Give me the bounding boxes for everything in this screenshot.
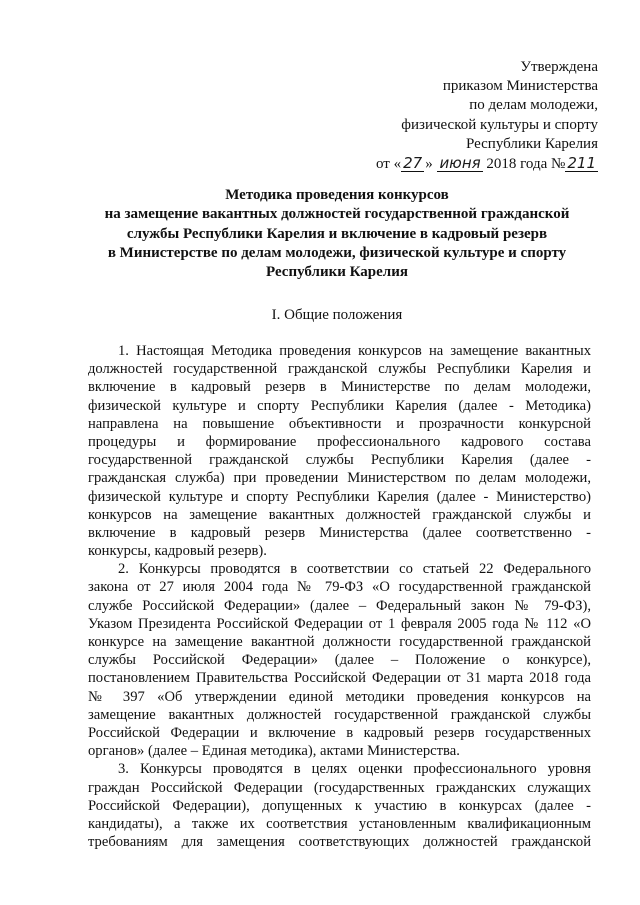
text-line: органов» (далее – Единая методика), актами Министерства. xyxy=(88,743,460,760)
date-mid: » xyxy=(425,156,433,173)
text-line: должностей государственной гражданской службы Республики Карелия и xyxy=(88,361,591,378)
text-line: конкурсе на замещение вакантной должности государственной гражданской xyxy=(88,634,591,650)
text-line: гражданская служба) при проведении Министерством по делам молодежи, xyxy=(88,470,591,487)
text-line: постановлением Правительства Российской Федерации от 31 марта 2018 года xyxy=(88,670,591,687)
approval-line: Утверждена xyxy=(520,59,598,75)
text-line: Указом Президента Российской Федерации от 1 февраля 2005 года № 112 «О xyxy=(88,615,591,632)
text-line: 3. Конкурсы проводятся в целях оценки профессионального уровня xyxy=(118,761,591,778)
handwritten-month: июня xyxy=(439,154,481,173)
approval-line: по делам молодежи, xyxy=(469,97,598,114)
handwritten-day: 27 xyxy=(403,154,423,173)
text-line: Российской Федерации и включение в кадровый резерв государственных xyxy=(88,724,591,741)
date-year: 2018 года № xyxy=(486,156,566,173)
text-line: государственной гражданской службы Республики Карелия (далее - xyxy=(88,452,591,469)
text-line: замещение вакантных должностей государственной гражданской службы xyxy=(88,706,591,723)
text-line: Российской Федерации), допущенных к участию в конкурсах (далее - xyxy=(88,797,591,814)
document-title xyxy=(72,186,602,282)
text-line: включение в кадровый резерв в Министерстве по делам молодежи, xyxy=(88,379,591,396)
text-line: 2. Конкурсы проводятся в соответствии со статьей 22 Федерального xyxy=(118,561,591,578)
text-line: направлена на повышение объективности и прозрачности конкурсной xyxy=(88,415,591,432)
document-body xyxy=(88,342,591,851)
text-line: службе Российской Федерации» (далее – Федеральный закон № 79-ФЗ), xyxy=(88,597,591,614)
paragraph-3 xyxy=(88,760,591,851)
title-line: в Министерстве по делам молодежи, физической культуре и спорту xyxy=(107,244,567,261)
text-line: требованиям для замещения соответствующих должностей гражданской xyxy=(88,834,591,851)
text-line: закона от 27 июля 2004 года № 79-ФЗ «О государственной гражданской xyxy=(88,579,591,596)
title-line: на замещение вакантных должностей государственной гражданской xyxy=(104,206,570,223)
approval-stamp xyxy=(376,58,598,174)
text-line: физической культуре и спорту Республики Карелия (далее - Министерство) xyxy=(88,488,591,505)
text-line: конкурсы, кадровый резерв). xyxy=(88,543,267,560)
text-line: физической культуре и спорту Республики Карелия (далее - Методика) xyxy=(88,397,591,414)
paragraph-2 xyxy=(88,560,591,760)
handwritten-order-number: 211 xyxy=(567,154,596,173)
text-line: конкурсов на замещение вакантных должностей гражданской службы и xyxy=(88,506,591,523)
text-line: кандидаты), а также их соответствия установленным квалификационным xyxy=(88,815,591,832)
title-line: Республики Карелия xyxy=(266,264,408,281)
paragraph-1 xyxy=(88,342,591,560)
date-prefix: от « xyxy=(375,156,402,173)
approval-line: Республики Карелия xyxy=(465,135,598,152)
text-line: службы Российской Федерации» (далее – Положение о конкурсе), xyxy=(88,652,591,669)
text-line: включение в кадровый резерв Министерства (далее соответственно - xyxy=(88,524,591,541)
title-line: службы Республики Карелия и включение в кадровый резерв xyxy=(126,225,548,242)
approval-date xyxy=(376,155,598,174)
text-line: граждан Российской Федерации (государственных гражданских служащих xyxy=(88,779,591,796)
text-line: процедуры и формирование профессионального кадрового состава xyxy=(88,433,591,450)
title-line: Методика проведения конкурсов xyxy=(225,187,449,203)
text-line: № 397 «Об утверждении единой методики проведения конкурсов на xyxy=(88,688,591,705)
approval-line: физической культуры и спорту xyxy=(401,116,598,133)
text-line: 1. Настоящая Методика проведения конкурсов на замещение вакантных xyxy=(118,343,591,359)
approval-line: приказом Министерства xyxy=(442,78,598,95)
section-heading: I. Общие положения xyxy=(271,307,403,323)
